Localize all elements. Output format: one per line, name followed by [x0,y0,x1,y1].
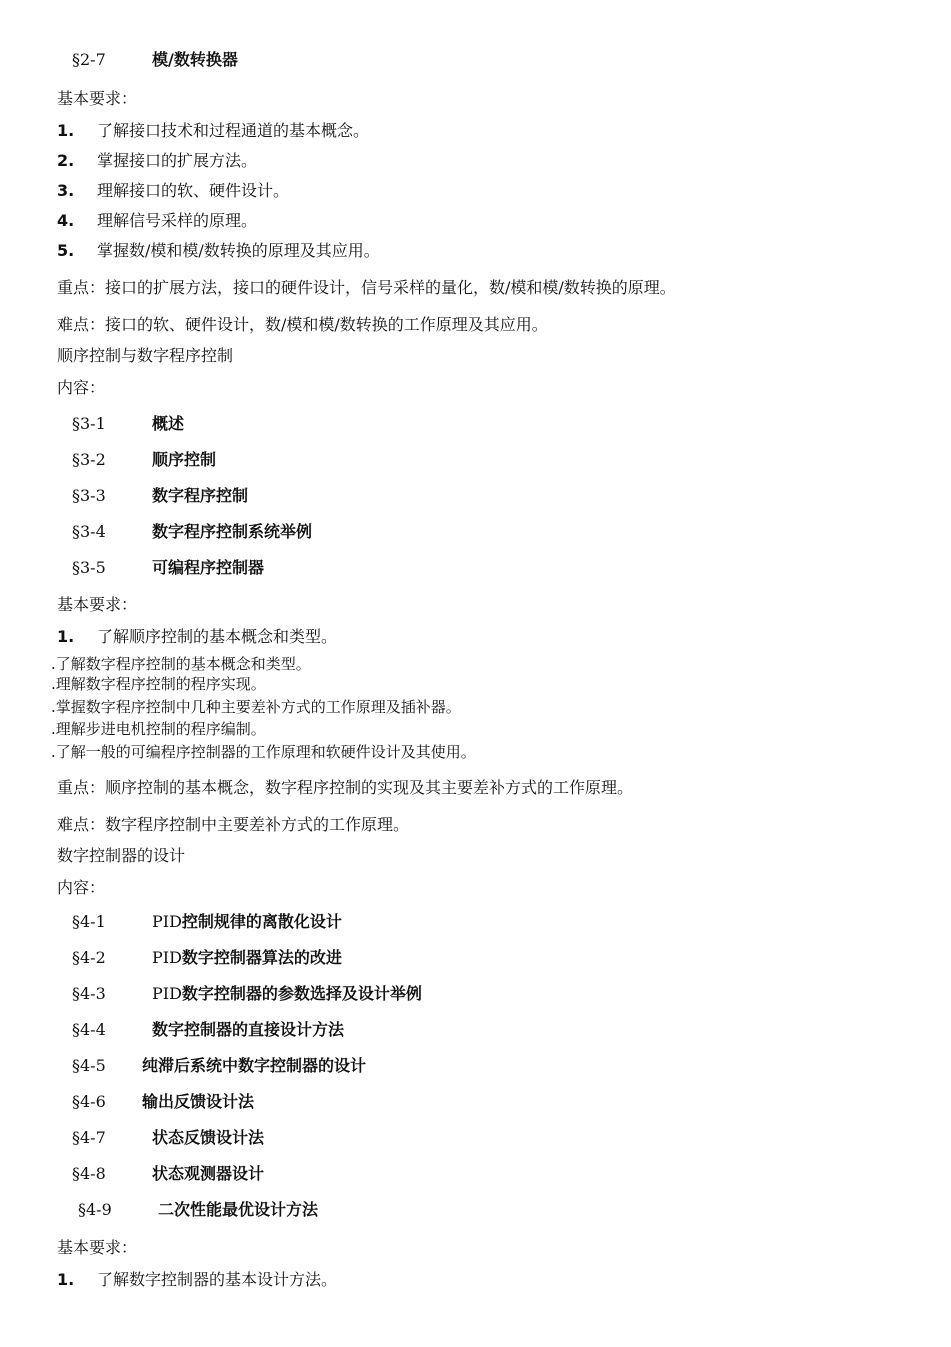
section-code: §4-4 [72,1020,106,1039]
section-title: 纯滞后系统中数字控制器的设计 [142,1056,367,1075]
section-heading [72,1163,264,1185]
list-item [57,150,257,172]
section-title: 状态反馈设计法 [152,1128,265,1147]
section-code: §4-8 [72,1164,106,1183]
item-number: 4. [57,211,75,230]
section-code: §4-6 [72,1092,106,1111]
section-title: 概述 [152,414,185,433]
requirements-label: 基本要求： [57,89,138,108]
list-item: .理解步进电机控制的程序编制。 [51,720,266,738]
section-heading [72,413,184,435]
section-code: §3-3 [72,486,106,505]
list-item [57,180,289,202]
section-prefix: PID [152,948,182,967]
section-heading [72,485,248,507]
section-code: §4-1 [72,912,106,931]
section-code: §3-5 [72,558,106,577]
item-text: 理解接口的软、硬件设计。 [97,181,290,200]
section-heading [72,1055,366,1077]
section-title: 数字控制器算法的改进 [181,948,342,967]
section-title: 模/数转换器 [152,50,238,69]
section-title: 控制规律的离散化设计 [181,912,342,931]
requirements-label: 基本要求： [57,1238,138,1257]
section-title: 数字程序控制系统举例 [152,522,313,541]
list-item: .理解数字程序控制的程序实现。 [51,675,266,693]
section-code: §3-2 [72,450,106,469]
item-number: 2. [57,151,75,170]
section-title: 输出反馈设计法 [142,1092,255,1111]
list-item [57,240,380,262]
list-item: .了解数字程序控制的基本概念和类型。 [51,655,311,673]
section-heading [72,557,264,579]
section-title: 数字控制器的直接设计方法 [152,1020,345,1039]
item-number: 1. [57,121,75,140]
list-item: .掌握数字程序控制中几种主要差补方式的工作原理及插补器。 [51,698,461,716]
section-code: §4-7 [72,1128,106,1147]
section-prefix: PID [152,912,182,931]
requirements-label: 基本要求： [57,595,138,614]
section-code: §4-3 [72,984,106,1003]
section-code: §4-2 [72,948,106,967]
item-number: 3. [57,181,75,200]
section-title: 二次性能最优设计方法 [158,1200,319,1219]
section-code: §2-7 [72,50,106,69]
list-item [57,1269,337,1291]
difficulty-points: 难点：接口的软、硬件设计，数/模和模/数转换的工作原理及其应用。 [57,315,548,334]
difficulty-points: 难点：数字程序控制中主要差补方式的工作原理。 [57,815,410,834]
item-number: 1. [57,1270,75,1289]
content-label: 内容： [57,378,106,397]
section-prefix: PID [152,984,182,1003]
section-heading [72,1127,264,1149]
section-title: 数字程序控制 [152,486,249,505]
section-title: 数字控制器的参数选择及设计举例 [181,984,422,1003]
key-points: 重点：顺序控制的基本概念，数字程序控制的实现及其主要差补方式的工作原理。 [57,778,634,797]
section-heading [78,1199,318,1221]
section-heading [72,1019,344,1041]
section-heading [72,449,216,471]
chapter-title: 顺序控制与数字程序控制 [57,346,234,365]
key-points: 重点：接口的扩展方法，接口的硬件设计，信号采样的量化，数/模和模/数转换的原理。 [57,278,676,297]
item-number: 1. [57,627,75,646]
section-title: 可编程序控制器 [152,558,265,577]
list-item: .了解一般的可编程序控制器的工作原理和软硬件设计及其使用。 [51,743,476,761]
section-code: §3-1 [72,414,106,433]
list-item [57,120,369,142]
section-code: §4-9 [78,1200,112,1219]
list-item [57,626,337,648]
item-text: 了解数字控制器的基本设计方法。 [97,1270,338,1289]
content-label: 内容： [57,878,106,897]
chapter-title: 数字控制器的设计 [57,846,186,865]
item-text: 了解顺序控制的基本概念和类型。 [97,627,338,646]
section-heading [72,983,422,1005]
item-number: 5. [57,241,75,260]
list-item [57,210,257,232]
section-heading-2-7 [72,49,238,71]
section-code: §3-4 [72,522,106,541]
section-heading [72,947,342,969]
item-text: 理解信号采样的原理。 [97,211,258,230]
item-text: 了解接口技术和过程通道的基本概念。 [97,121,370,140]
item-text: 掌握数/模和模/数转换的原理及其应用。 [97,241,380,260]
section-title: 顺序控制 [152,450,217,469]
section-title: 状态观测器设计 [152,1164,265,1183]
item-text: 掌握接口的扩展方法。 [97,151,258,170]
section-code: §4-5 [72,1056,106,1075]
section-heading [72,1091,254,1113]
section-heading [72,911,342,933]
section-heading [72,521,312,543]
